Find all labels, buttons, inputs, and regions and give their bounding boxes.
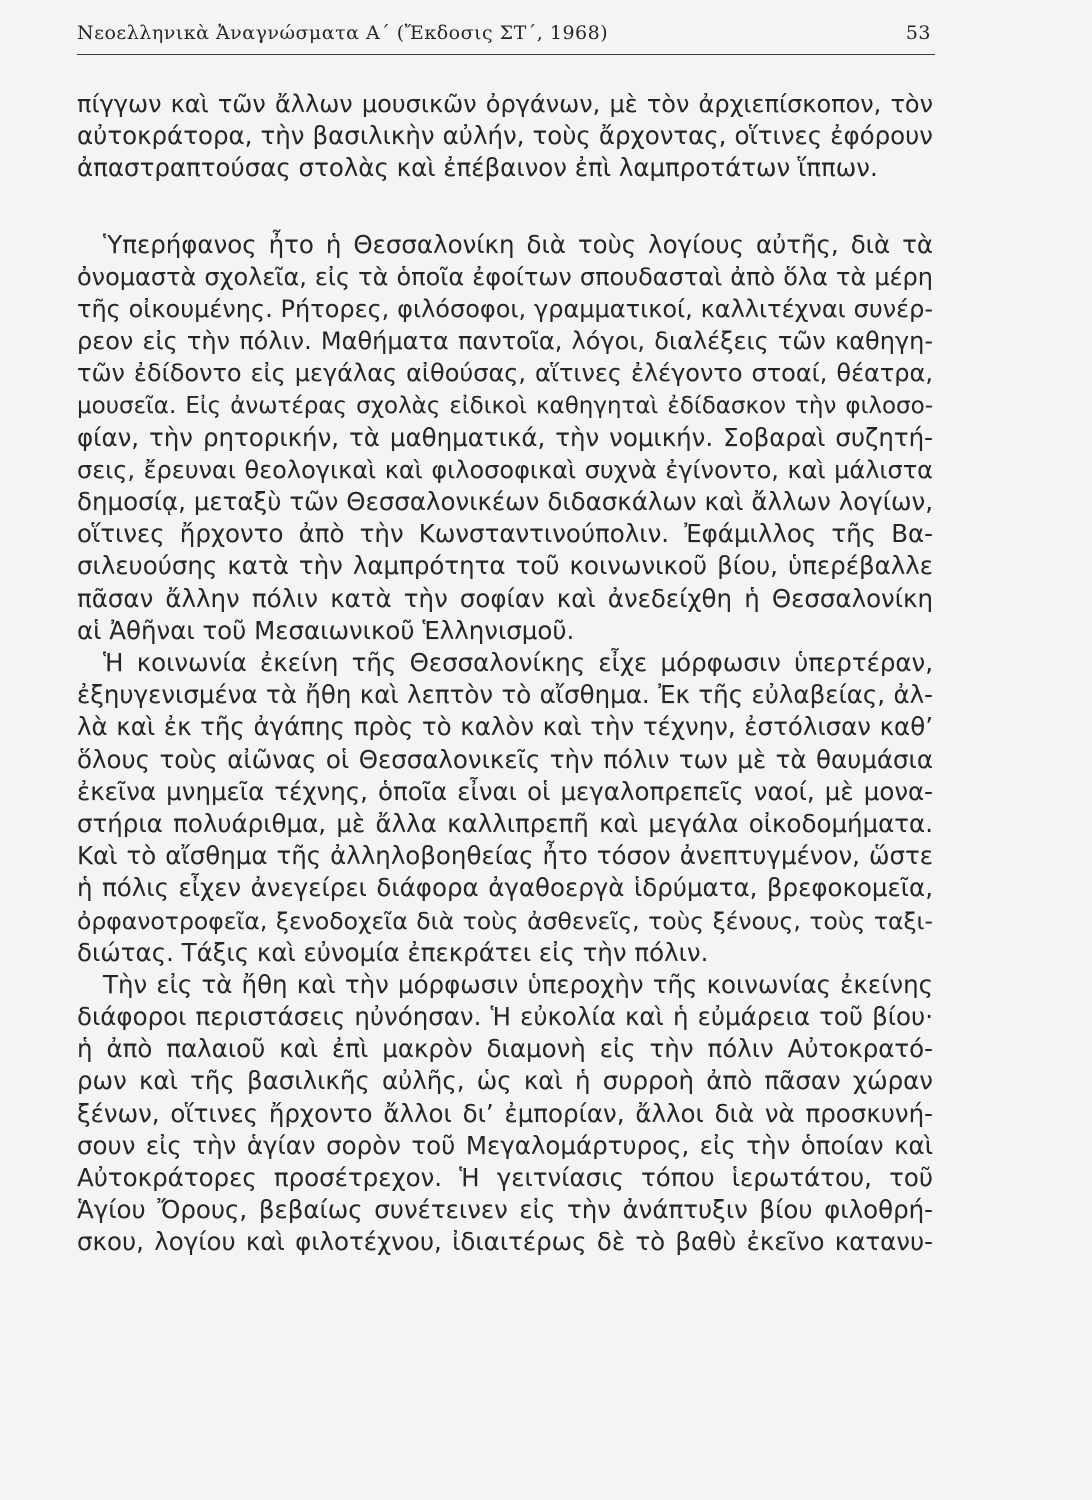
text-line: Αὐτοκράτορες προσέτρεχον. Ἡ γειτνίασις τόπου ἱερωτάτου, τοῦ (77, 1163, 933, 1192)
body-text (77, 88, 933, 1259)
text-line: σκου, λογίου καὶ φιλοτέχνου, ἰδιαιτέρως δὲ τὸ βαθὺ ἐκεῖνο κατανυ- (77, 1227, 933, 1257)
text-line: αἱ Ἀθῆναι τοῦ Μεσαιωνικοῦ Ἑλληνισμοῦ. (77, 615, 575, 645)
text-line: σουν εἰς τὴν ἁγίαν σορὸν τοῦ Μεγαλομάρτυρος, εἰς τὴν ὁποίαν καὶ (77, 1130, 933, 1160)
text-line: διώτας. Τάξις καὶ εὐνομία ἐπεκράτει εἰς τὴν πόλιν. (77, 937, 709, 967)
paragraph-1 (77, 88, 933, 185)
paragraph-3 (77, 647, 933, 969)
text-line: διάφοροι περιστάσεις ηὐνόησαν. Ἡ εὐκολία καὶ ἡ εὐμάρεια τοῦ βίου· (77, 1002, 933, 1032)
paragraph-4 (77, 969, 933, 1259)
text-line: φίαν, τὴν ρητορικήν, τὰ μαθηματικά, τὴν νομικήν. Σοβαραὶ συζητή- (77, 422, 933, 452)
text-line: ρεον εἰς τὴν πόλιν. Μαθήματα παντοῖα, λόγοι, διαλέξεις τῶν καθηγη- (77, 327, 933, 356)
text-line: σιλευούσης κατὰ τὴν λαμπρότητα τοῦ κοινωνικοῦ βίου, ὑπερέβαλλε (77, 551, 933, 581)
text-line: Τὴν εἰς τὰ ἤθη καὶ τὴν μόρφωσιν ὑπεροχὴν τῆς κοινωνίας ἐκείνης (103, 969, 933, 999)
text-line: ὀνομαστὰ σχολεῖα, εἰς τὰ ὁποῖα ἐφοίτων σπουδασταὶ ἀπὸ ὅλα τὰ μέρη (77, 262, 933, 291)
text-line: σεις, ἔρευναι θεολογικαὶ καὶ φιλοσοφικαὶ συχνὰ ἐγίνοντο, καὶ μάλιστα (77, 455, 933, 484)
text-line: ρων καὶ τῆς βασιλικῆς αὐλῆς, ὡς καὶ ἡ συρροὴ ἀπὸ πᾶσαν χώραν (77, 1066, 933, 1096)
text-line: τῆς οἰκουμένης. Ρήτορες, φιλόσοφοι, γραμματικοί, καλλιτέχναι συνέρ- (77, 294, 933, 323)
text-line: στήρια πολυάριθμα, μὲ ἄλλα καλλιπρεπῆ καὶ μεγάλα οἰκοδομήματα. (77, 808, 933, 838)
text-line: Ἡ κοινωνία ἐκείνη τῆς Θεσσαλονίκης εἶχε μόρφωσιν ὑπερτέραν, (103, 648, 933, 677)
text-line: ἐκεῖνα μνημεῖα τέχνης, ὁποῖα εἶναι οἱ μεγαλοπρεπεῖς ναοί, μὲ μονα- (77, 776, 933, 806)
text-line: αὐτοκράτορα, τὴν βασιλικὴν αὐλήν, τοὺς ἄρχοντας, οἵτινες ἐφόρουν (77, 121, 933, 151)
text-line: πᾶσαν ἄλλην πόλιν κατὰ τὴν σοφίαν καὶ ἀνεδείχθη ἡ Θεσσαλονίκη (77, 583, 933, 613)
text-line: ἀπαστραπτούσας στολὰς καὶ ἐπέβαινον ἐπὶ λαμπροτάτων ἵππων. (77, 153, 878, 183)
text-line: λὰ καὶ ἐκ τῆς ἀγάπης πρὸς τὸ καλὸν καὶ τὴν τέχνην, ἐστόλισαν καθ’ (77, 712, 933, 742)
text-line: δημοσίᾳ, μεταξὺ τῶν Θεσσαλονικέων διδασκάλων καὶ ἄλλων λογίων, (77, 487, 933, 517)
text-line: Ἁγίου Ὄρους, βεβαίως συνέτεινεν εἰς τὴν ἀνάπτυξιν βίου φιλοθρή- (77, 1195, 933, 1225)
text-line: ἐξηυγενισμένα τὰ ἤθη καὶ λεπτὸν τὸ αἴσθημα. Ἐκ τῆς εὐλαβείας, ἀλ- (77, 680, 933, 710)
text-line: πίγγων καὶ τῶν ἄλλων μουσικῶν ὀργάνων, μὲ τὸν ἀρχιεπίσκοπον, τὸν (77, 90, 933, 118)
text-line: οἵτινες ἤρχοντο ἀπὸ τὴν Κωνσταντινούπολιν. Ἐφάμιλλος τῆς Βα- (77, 519, 933, 549)
text-line: Ὑπερήφανος ἦτο ἡ Θεσσαλονίκη διὰ τοὺς λογίους αὐτῆς, διὰ τὰ (103, 229, 933, 259)
text-line: ξένων, οἵτινες ἤρχοντο ἄλλοι δι’ ἐμπορίαν, ἄλλοι διὰ νὰ προσκυνή- (77, 1098, 933, 1128)
text-line: τῶν ἐδίδοντο εἰς μεγάλας αἰθούσας, αἵτινες ἐλέγοντο στοαί, θέατρα, (77, 359, 933, 388)
running-header (77, 18, 935, 55)
running-title: Νεοελληνικὰ Ἀναγνώσματα Α΄ (Ἔκδοσις ΣΤ΄, 1968) (77, 22, 609, 44)
paragraph-2 (77, 229, 933, 647)
paragraph-gap (77, 185, 933, 229)
text-line: ὅλους τοὺς αἰῶνας οἱ Θεσσαλονικεῖς τὴν πόλιν των μὲ τὰ θαυμάσια (77, 744, 933, 774)
text-line: μουσεῖα. Εἰς ἀνωτέρας σχολὰς εἰδικοὶ καθηγηταὶ ἐδίδασκον τὴν φιλοσο- (77, 392, 933, 419)
text-line: Καὶ τὸ αἴσθημα τῆς ἀλληλοβοηθείας ἦτο τόσον ἀνεπτυγμένον, ὥστε (77, 841, 933, 871)
text-line: ἡ ἀπὸ παλαιοῦ καὶ ἐπὶ μακρὸν διαμονὴ εἰς τὴν πόλιν Αὐτοκρατό- (77, 1034, 933, 1064)
text-line: ἡ πόλις εἶχεν ἀνεγείρει διάφορα ἀγαθοεργὰ ἱδρύματα, βρεφοκομεῖα, (77, 873, 933, 903)
text-line: ὀρφανοτροφεῖα, ξενοδοχεῖα διὰ τοὺς ἀσθενεῖς, τοὺς ξένους, τοὺς ταξι- (77, 906, 933, 935)
page-number: 53 (905, 22, 931, 44)
